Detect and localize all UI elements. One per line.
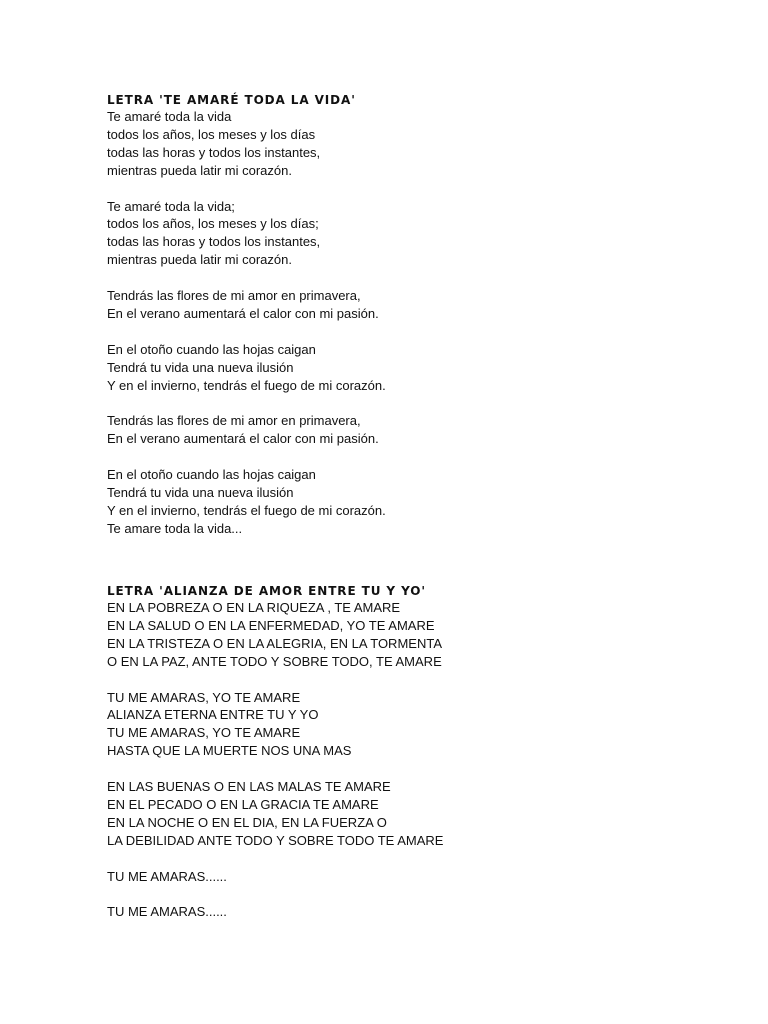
lyric-line: TU ME AMARAS, YO TE AMARE — [107, 689, 301, 705]
lyric-line: EN LA POBREZA O EN LA RIQUEZA , TE AMARE — [107, 600, 401, 615]
lyric-line: En el otoño cuando las hojas caigan — [107, 467, 316, 483]
lyric-line: todas las horas y todos los instantes, — [107, 144, 321, 160]
stanza — [107, 778, 707, 850]
stanza — [107, 689, 707, 761]
lyric-line: Tendrás las flores de mi amor en primavera, — [107, 288, 361, 304]
lyric-line: EN LAS BUENAS O EN LAS MALAS TE AMARE — [107, 779, 391, 795]
stanza — [107, 341, 707, 395]
stanza — [107, 198, 707, 270]
lyric-line: mientras pueda latir mi corazón. — [107, 252, 292, 268]
lyric-line: mientras pueda latir mi corazón. — [107, 162, 292, 178]
stanza — [107, 108, 707, 180]
stanza — [107, 466, 707, 538]
lyric-line: Tendrás las flores de mi amor en primavera, — [107, 413, 361, 429]
lyric-line: todos los años, los meses y los días — [107, 126, 316, 142]
lyric-line: Te amaré toda la vida; — [107, 198, 235, 214]
lyric-line: HASTA QUE LA MUERTE NOS UNA MAS — [107, 743, 352, 759]
song-lyrics — [107, 108, 707, 538]
song-lyrics — [107, 599, 707, 921]
lyric-line: Tendrá tu vida una nueva ilusión — [107, 484, 294, 500]
stanza — [107, 903, 707, 921]
lyric-line: EN LA SALUD O EN LA ENFERMEDAD, YO TE AMARE — [107, 617, 435, 633]
stanza — [107, 412, 707, 448]
stanza — [107, 868, 707, 886]
lyric-line: Te amare toda la vida... — [107, 520, 243, 536]
lyric-line: Y en el invierno, tendrás el fuego de mi corazón. — [107, 502, 386, 518]
lyric-line: EN LA NOCHE O EN EL DIA, EN LA FUERZA O — [107, 814, 387, 830]
lyric-line: TU ME AMARAS, YO TE AMARE — [107, 725, 301, 741]
lyric-line: EN LA TRISTEZA O EN LA ALEGRIA, EN LA TORMENTA — [107, 635, 442, 651]
song-te-amare-toda-la-vida — [107, 92, 707, 556]
song-title: LETRA 'TE AMARÉ TODA LA VIDA' — [107, 93, 356, 107]
lyric-line: TU ME AMARAS...... — [107, 904, 227, 920]
lyric-line: todos los años, los meses y los días; — [107, 216, 319, 232]
lyric-line: Te amaré toda la vida — [107, 109, 232, 124]
lyric-line: EN EL PECADO O EN LA GRACIA TE AMARE — [107, 796, 379, 812]
lyric-line: LA DEBILIDAD ANTE TODO Y SOBRE TODO TE AMARE — [107, 832, 444, 848]
lyric-line: En el verano aumentará el calor con mi pasión. — [107, 305, 379, 321]
lyric-line: TU ME AMARAS...... — [107, 868, 227, 884]
lyric-line: todas las horas y todos los instantes, — [107, 234, 321, 250]
song-title: LETRA 'ALIANZA DE AMOR ENTRE TU Y YO' — [107, 584, 426, 598]
stanza — [107, 287, 707, 323]
lyric-line: En el verano aumentará el calor con mi pasión. — [107, 431, 379, 447]
lyric-line: O EN LA PAZ, ANTE TODO Y SOBRE TODO, TE AMARE — [107, 653, 442, 669]
lyric-line: En el otoño cuando las hojas caigan — [107, 341, 316, 357]
song-alianza-de-amor — [107, 583, 707, 939]
stanza — [107, 599, 707, 671]
lyric-line: Y en el invierno, tendrás el fuego de mi corazón. — [107, 377, 386, 393]
lyric-line: ALIANZA ETERNA ENTRE TU Y YO — [107, 707, 319, 723]
lyric-line: Tendrá tu vida una nueva ilusión — [107, 359, 294, 375]
